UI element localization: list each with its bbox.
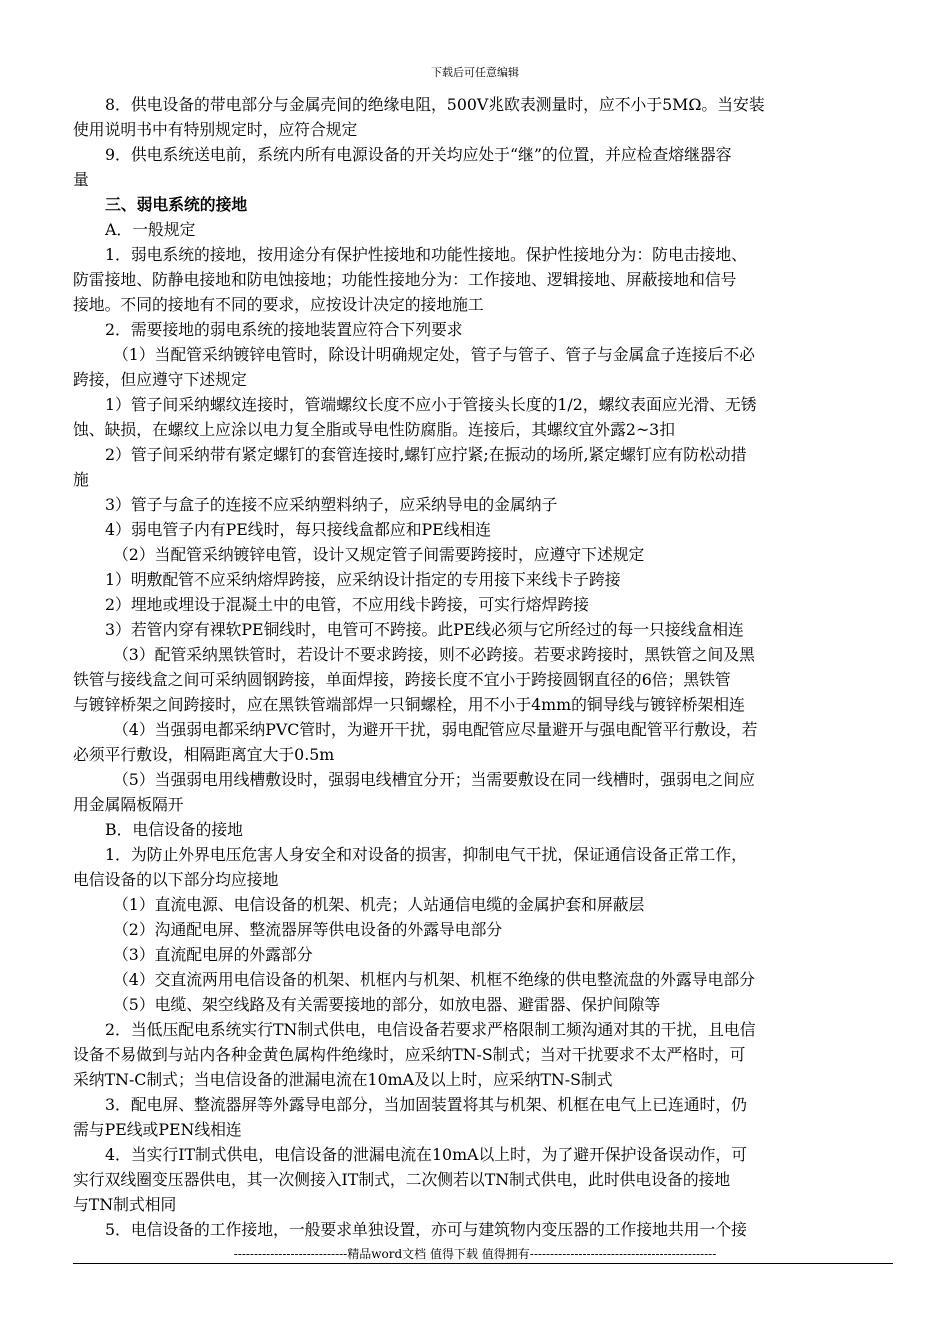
text-line: 实行双线圈变压器供电，其一次侧接入IT制式，二次侧若以TN制式供电，此时供电设备的接地 bbox=[73, 1170, 731, 1189]
text-line: （5）电缆、架空线路及有关需要接地的部分，如放电器、避雷器、保护间隙等 bbox=[113, 995, 661, 1014]
text-line: 3）若管内穿有裸软PE铜线时，电管可不跨接。此PE线必须与它所经过的每一只接线盒相连 bbox=[105, 620, 744, 639]
text-line: 量 bbox=[73, 170, 89, 189]
text-line: （4）当强弱电都采纳PVC管时，为避开干扰，弱电配管应尽量避开与强电配管平行敷设，若 bbox=[113, 720, 758, 739]
text-line: 用金属隔板隔开 bbox=[73, 795, 184, 814]
page-header: 下载后可任意编辑 bbox=[431, 66, 519, 79]
text-line: 4）弱电管子内有PE线时，每只接线盒都应和PE线相连 bbox=[105, 520, 492, 539]
text-line: 3）管子与盒子的连接不应采纳塑料纳子，应采纳导电的金属纳子 bbox=[105, 495, 558, 514]
text-line: 9．供电系统送电前，系统内所有电源设备的开关均应处于“继”的位置，并应检查熔继器容 bbox=[105, 145, 732, 164]
page-footer: ----------------------------精品word文档 值得下载 值得拥有---------------------------------------------- bbox=[233, 1247, 717, 1261]
text-line: 与镀锌桥架之间跨接时，应在黑铁管端部焊一只铜螺栓，用不小于4mm的铜导线与镀锌桥架相连 bbox=[73, 695, 745, 714]
text-line: 与TN制式相同 bbox=[73, 1195, 177, 1214]
text-line: 8．供电设备的带电部分与金属壳间的绝缘电阻，500V兆欧表测量时，应不小于5MΩ。当安装 bbox=[105, 95, 765, 114]
text-line: 使用说明书中有特别规定时，应符合规定 bbox=[73, 120, 358, 139]
text-line: 4．当实行IT制式供电，电信设备的泄漏电流在10mA以上时，为了避开保护设备误动作，可 bbox=[105, 1145, 748, 1164]
text-line: A．一般规定 bbox=[105, 220, 196, 239]
text-line: 必须平行敷设，相隔距离宜大于0.5m bbox=[73, 745, 335, 764]
text-line: （4）交直流两用电信设备的机架、机框内与机架、机框不绝缘的供电整流盘的外露导电部分 bbox=[113, 970, 755, 989]
text-line: 蚀、缺损，在螺纹上应涂以电力复全脂或导电性防腐脂。连接后，其螺纹宜外露2~3扣 bbox=[73, 420, 676, 439]
document-body bbox=[73, 92, 893, 1242]
text-line: （3）配管采纳黑铁管时，若设计不要求跨接，则不必跨接。若要求跨接时，黑铁管之间及黑 bbox=[113, 645, 755, 664]
text-line: （5）当强弱电用线槽敷设时，强弱电线槽宜分开；当需要敷设在同一线槽时，强弱电之间应 bbox=[113, 770, 755, 789]
text-line: 需与PE线或PEN线相连 bbox=[73, 1120, 242, 1139]
text-line: （1）直流电源、电信设备的机架、机壳；人站通信电缆的金属护套和屏蔽层 bbox=[113, 895, 645, 914]
text-line: 铁管与接线盒之间可采纳圆钢跨接，单面焊接，跨接长度不宜小于跨接圆钢直径的6倍；黑铁管 bbox=[73, 670, 731, 689]
text-line: 2）埋地或埋设于混凝土中的电管，不应用线卡跨接，可实行熔焊跨接 bbox=[105, 595, 589, 614]
text-line: 1）管子间采纳螺纹连接时，管端螺纹长度不应小于管接头长度的1/2，螺纹表面应光滑、无锈 bbox=[105, 395, 757, 414]
footer-rule bbox=[73, 1263, 893, 1264]
text-line: （3）直流配电屏的外露部分 bbox=[113, 945, 313, 964]
text-line: 2．当低压配电系统实行TN制式供电，电信设备若要求严格限制工频沟通对其的干扰，且电信 bbox=[105, 1020, 756, 1039]
text-line: 跨接，但应遵守下述规定 bbox=[73, 370, 247, 389]
text-line: 施 bbox=[73, 470, 89, 489]
text-line: 防雷接地、防静电接地和防电蚀接地；功能性接地分为：工作接地、逻辑接地、屏蔽接地和信号 bbox=[73, 270, 737, 289]
text-line: 1．弱电系统的接地，按用途分有保护性接地和功能性接地。保护性接地分为：防电击接地、 bbox=[105, 245, 747, 264]
text-line: 设备不易做到与站内各种金黄色属构件绝缘时，应采纳TN-S制式；当对干扰要求不太严格时，可 bbox=[73, 1045, 746, 1064]
text-line: 三、弱电系统的接地 bbox=[105, 195, 248, 214]
text-line: 采纳TN-C制式；当电信设备的泄漏电流在10mA及以上时，应采纳TN-S制式 bbox=[73, 1070, 613, 1089]
text-line: （1）当配管采纳镀锌电管时，除设计明确规定处，管子与管子、管子与金属盒子连接后不必 bbox=[113, 345, 755, 364]
text-line: 电信设备的以下部分均应接地 bbox=[73, 870, 279, 889]
text-line: 接地。不同的接地有不同的要求，应按设计决定的接地施工 bbox=[73, 295, 484, 314]
text-line: 3．配电屏、整流器屏等外露导电部分，当加固装置将其与机架、机框在电气上已连通时，仍 bbox=[105, 1095, 747, 1114]
text-line: 1）明敷配管不应采纳熔焊跨接，应采纳设计指定的专用接下来线卡子跨接 bbox=[105, 570, 621, 589]
text-line: （2）当配管采纳镀锌电管，设计又规定管子间需要跨接时，应遵守下述规定 bbox=[113, 545, 645, 564]
text-line: B．电信设备的接地 bbox=[105, 820, 243, 839]
text-line: 2．需要接地的弱电系统的接地装置应符合下列要求 bbox=[105, 320, 463, 339]
text-line: 2）管子间采纳带有紧定螺钉的套管连接时,螺钉应拧紧;在振动的场所,紧定螺钉应有防松动措 bbox=[105, 445, 747, 464]
text-line: （2）沟通配电屏、整流器屏等供电设备的外露导电部分 bbox=[113, 920, 503, 939]
text-line: 1．为防止外界电压危害人身安全和对设备的损害，抑制电气干扰，保证通信设备正常工作， bbox=[105, 845, 747, 864]
text-line: 5．电信设备的工作接地，一般要求单独设置，亦可与建筑物内变压器的工作接地共用一个接 bbox=[105, 1220, 747, 1239]
